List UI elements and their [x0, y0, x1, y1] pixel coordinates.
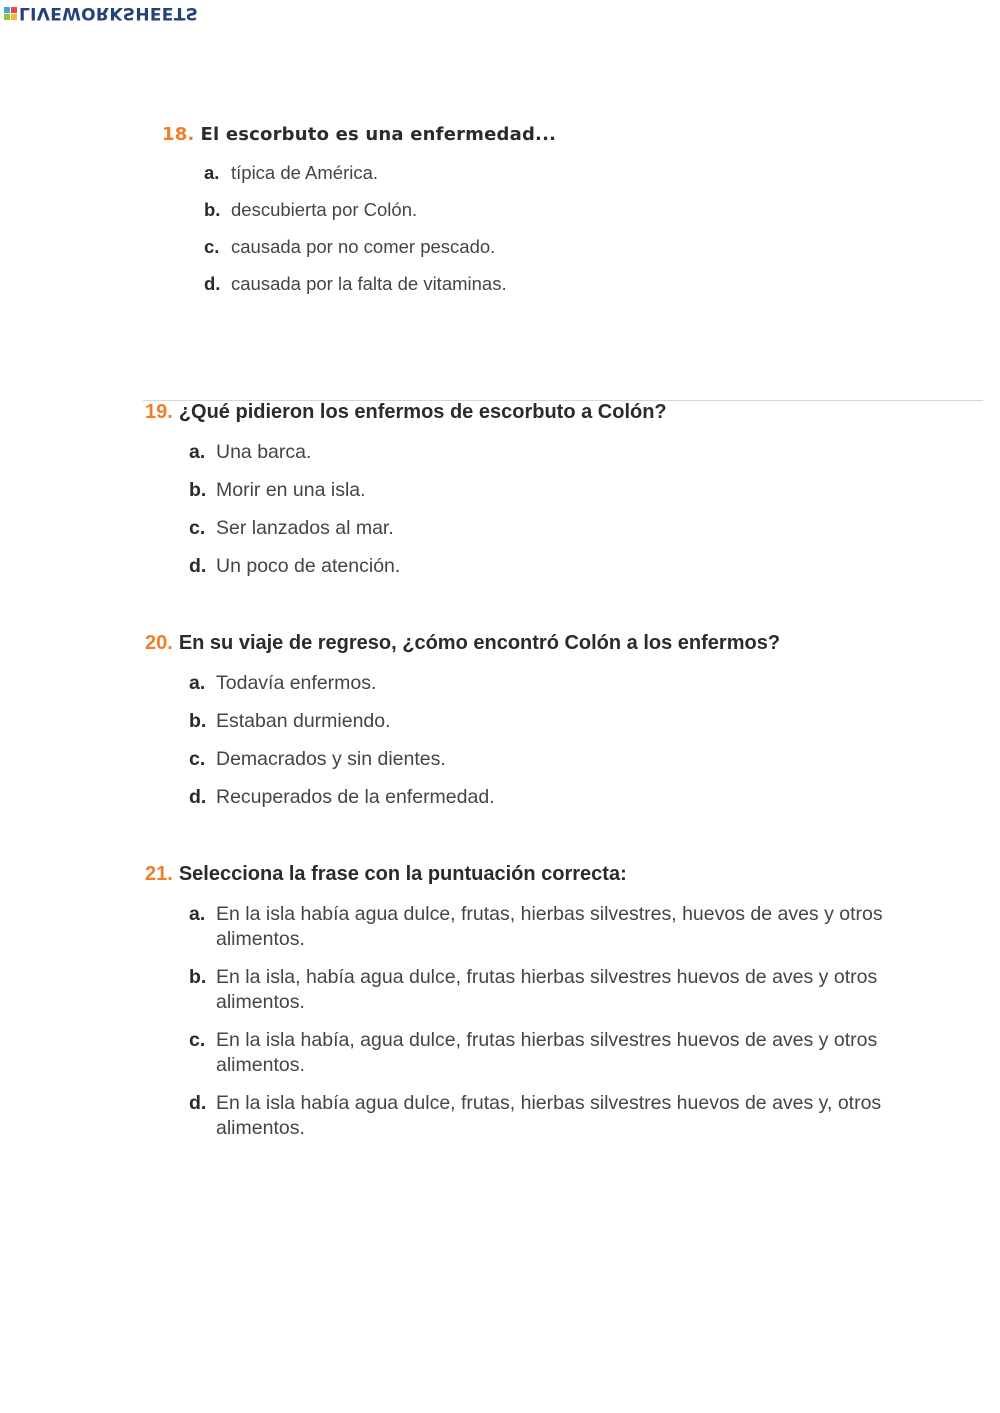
option-letter: a. [204, 162, 220, 183]
option-letter: c. [189, 748, 206, 770]
question-number: 18. [162, 124, 195, 145]
option-letter: b. [189, 966, 207, 988]
question-text: El escorbuto es una enfermedad... [200, 124, 557, 145]
option-a[interactable] [189, 671, 780, 696]
options-list [204, 160, 556, 296]
option-c[interactable] [204, 234, 556, 259]
option-d[interactable] [189, 1091, 889, 1141]
option-a[interactable] [204, 160, 556, 185]
option-c[interactable] [189, 516, 667, 541]
option-b[interactable] [189, 478, 667, 503]
option-text: descubierta por Colón. [231, 199, 418, 220]
option-letter: d. [189, 786, 207, 808]
question-19 [145, 401, 667, 579]
logo-abcd-icon [4, 7, 17, 20]
options-list [189, 902, 889, 1141]
option-d[interactable] [189, 554, 667, 579]
options-list [189, 440, 667, 579]
option-b[interactable] [189, 709, 780, 734]
option-letter: d. [189, 555, 207, 577]
option-text: En la isla había agua dulce, frutas, hierbas silvestres, huevos de aves y otros alimentos. [216, 903, 883, 950]
question-title [145, 401, 667, 424]
option-letter: b. [204, 199, 221, 220]
option-text: causada por la falta de vitaminas. [231, 273, 507, 294]
option-letter: c. [189, 517, 206, 539]
option-text: Recuperados de la enfermedad. [216, 786, 495, 808]
option-text: Un poco de atención. [216, 555, 401, 577]
question-number: 20. [145, 632, 173, 654]
question-number: 21. [145, 863, 173, 885]
option-letter: a. [189, 903, 206, 925]
option-letter: b. [189, 710, 207, 732]
option-text: Morir en una isla. [216, 479, 366, 501]
option-letter: d. [189, 1092, 207, 1114]
question-title [145, 863, 889, 886]
option-text: causada por no comer pescado. [231, 236, 496, 257]
question-text: En su viaje de regreso, ¿cómo encontró Colón a los enfermos? [178, 632, 781, 654]
question-21 [145, 863, 889, 1141]
logo-text: LIVEWORKSHEETS [19, 3, 199, 23]
option-b[interactable] [189, 965, 889, 1015]
option-text: Demacrados y sin dientes. [216, 748, 446, 770]
options-list [189, 671, 780, 810]
option-text: En la isla había agua dulce, frutas, hierbas silvestres huevos de aves y, otros alimentos. [216, 1092, 882, 1139]
option-a[interactable] [189, 902, 889, 952]
option-text: típica de América. [231, 162, 379, 183]
question-title [162, 124, 556, 145]
option-text: En la isla, había agua dulce, frutas hierbas silvestres huevos de aves y otros alimentos. [216, 966, 878, 1013]
option-text: Ser lanzados al mar. [216, 517, 394, 539]
option-text: En la isla había, agua dulce, frutas hierbas silvestres huevos de aves y otros alimentos. [216, 1029, 878, 1076]
option-c[interactable] [189, 1028, 889, 1078]
option-letter: b. [189, 479, 207, 501]
option-letter: a. [189, 441, 206, 463]
option-c[interactable] [189, 747, 780, 772]
question-20 [145, 632, 780, 810]
question-title [145, 632, 780, 655]
question-text: Selecciona la frase con la puntuación correcta: [178, 863, 627, 885]
liveworksheets-logo [4, 4, 198, 22]
option-text: Una barca. [216, 441, 312, 463]
option-letter: c. [204, 236, 220, 257]
question-text: ¿Qué pidieron los enfermos de escorbuto a Colón? [178, 401, 667, 423]
option-d[interactable] [189, 785, 780, 810]
option-text: Todavía enfermos. [216, 672, 377, 694]
option-a[interactable] [189, 440, 667, 465]
option-d[interactable] [204, 271, 556, 296]
option-letter: a. [189, 672, 206, 694]
question-18 [162, 124, 556, 296]
option-b[interactable] [204, 197, 556, 222]
option-letter: c. [189, 1029, 206, 1051]
question-number: 19. [145, 401, 173, 423]
option-text: Estaban durmiendo. [216, 710, 391, 732]
option-letter: d. [204, 273, 221, 294]
